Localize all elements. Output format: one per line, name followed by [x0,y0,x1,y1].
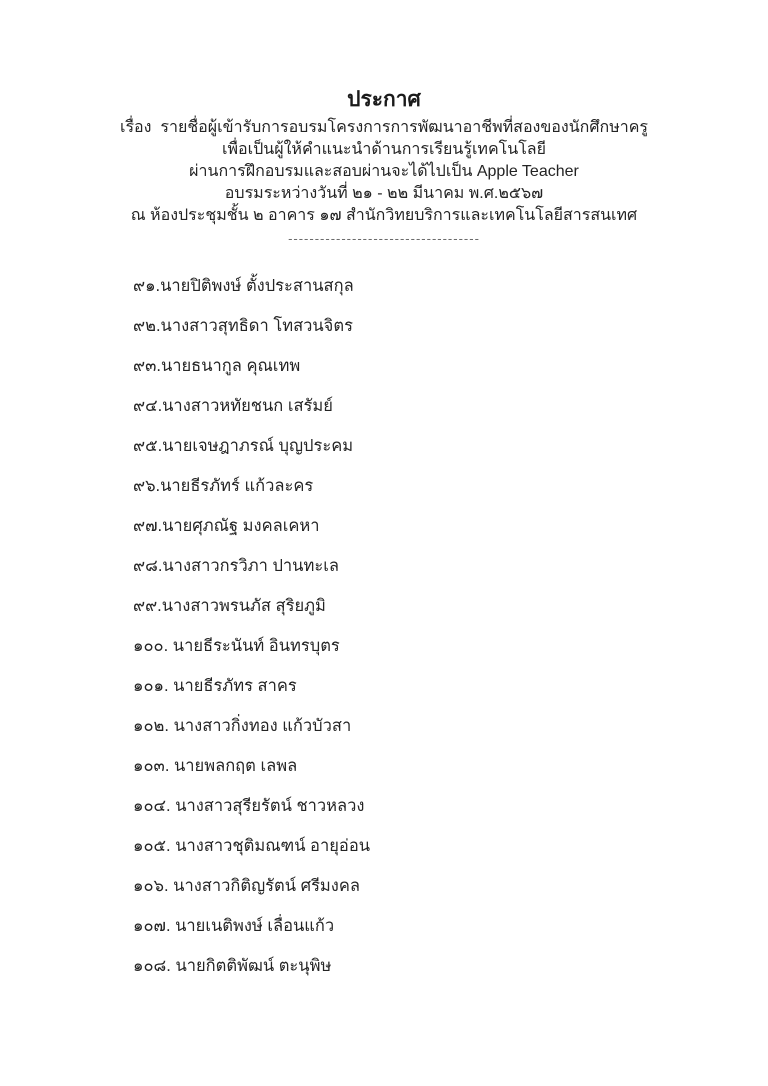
list-item: ๙๓.นายธนากูล คุณเทพ [133,357,301,375]
list-item: ๙๔.นางสาวหทัยชนก เสรัมย์ [133,397,333,415]
list-item: ๙๙.นางสาวพรนภัส สุริยภูมิ [133,597,326,615]
list-item: ๙๑.นายปิติพงษ์ ตั้งประสานสกุล [133,277,354,295]
header-date-line: อบรมระหว่างวันที่ ๒๑ - ๒๒ มีนาคม พ.ศ.๒๕๖๗ [224,185,544,202]
header-outcome-line: ผ่านการฝึกอบรมและสอบผ่านจะได้ไปเป็น Apple Teacher [189,163,579,180]
list-item: ๑๐๑. นายธีรภัทร สาคร [133,677,297,695]
document-header [0,117,768,227]
list-item: ๙๒.นางสาวสุทธิดา โทสวนจิตร [133,317,353,335]
header-subject-line: เรื่อง รายชื่อผู้เข้ารับการอบรมโครงการการพัฒนาอาชีพที่สองของนักศึกษาครู [119,119,649,136]
dashed-separator: ------------------------------------ [288,231,480,246]
list-item: ๑๐๐. นายธีระนันท์ อินทรบุตร [133,637,340,655]
list-item: ๑๐๗. นายเนติพงษ์ เลื่อนแก้ว [133,917,335,935]
list-item: ๑๐๒. นางสาวกิ่งทอง แก้วบัวสา [133,717,352,735]
header-venue-line: ณ ห้องประชุมชั้น ๒ อาคาร ๑๗ สำนักวิทยบริการและเทคโนโลยีสารสนเทศ [130,207,638,224]
list-item: ๑๐๓. นายพลกฤต เลพล [133,757,298,775]
header-purpose-line: เพื่อเป็นผู้ให้คำแนะนำด้านการเรียนรู้เทคโนโลยี [222,141,546,158]
list-item: ๑๐๔. นางสาวสุรียรัตน์ ชาวหลวง [133,797,365,815]
list-item: ๙๗.นายศุภณัฐ มงคลเคหา [133,517,320,535]
list-item: ๑๐๘. นายกิตติพัฒน์ ตะนุพิษ [133,957,332,975]
list-item: ๙๘.นางสาวกรวิภา ปานทะเล [133,557,339,575]
list-item: ๙๖.นายธีรภัทร์ แก้วละคร [133,477,314,495]
list-item: ๑๐๖. นางสาวกิติญรัตน์ ศรีมงคล [133,877,361,895]
list-item: ๙๕.นายเจษฎาภรณ์ บุญประคม [133,437,354,455]
list-item: ๑๐๕. นางสาวชุติมณฑน์ อายุอ่อน [133,837,371,855]
document-title: ประกาศ [347,88,421,111]
attendee-list [0,275,768,977]
